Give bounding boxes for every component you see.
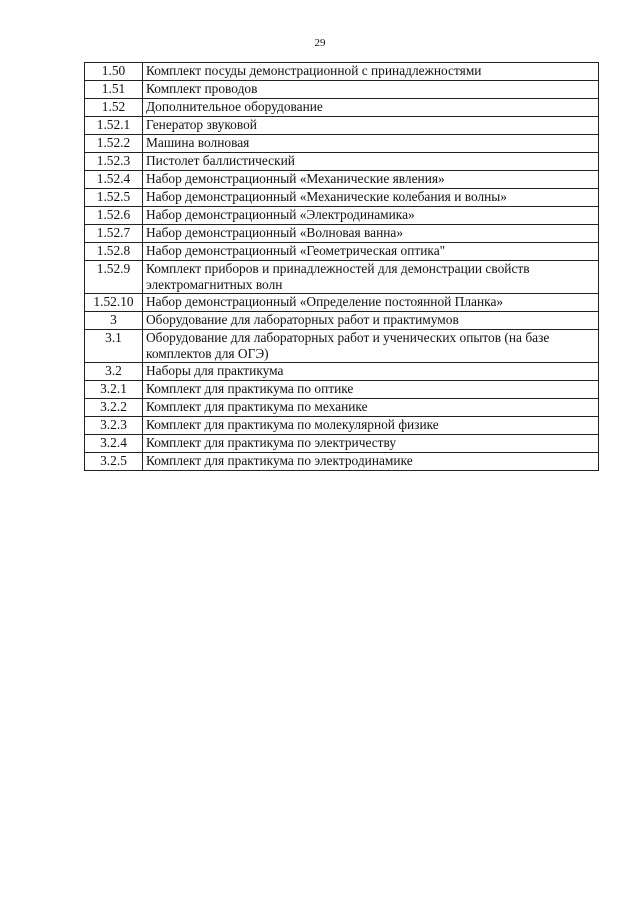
row-number: 3.2.4	[85, 435, 143, 453]
row-name: Дополнительное оборудование	[143, 99, 599, 117]
table-row	[85, 417, 599, 435]
table-row	[85, 63, 599, 81]
table-row	[85, 435, 599, 453]
row-name: Комплект для практикума по электродинамике	[143, 453, 599, 471]
row-number: 1.52.10	[85, 294, 143, 312]
row-name: Набор демонстрационный «Определение постоянной Планка»	[143, 294, 599, 312]
table-row	[85, 399, 599, 417]
row-number: 1.52.2	[85, 135, 143, 153]
table-row	[85, 330, 599, 363]
row-name: Наборы для практикума	[143, 363, 599, 381]
row-name: Набор демонстрационный «Механические явления»	[143, 171, 599, 189]
row-number: 3.1	[85, 330, 143, 363]
row-number: 1.50	[85, 63, 143, 81]
row-number: 1.52.3	[85, 153, 143, 171]
row-name: Набор демонстрационный «Электродинамика»	[143, 207, 599, 225]
row-number: 3	[85, 312, 143, 330]
row-name: Комплект для практикума по оптике	[143, 381, 599, 399]
table-row	[85, 81, 599, 99]
table-row	[85, 225, 599, 243]
table-row	[85, 189, 599, 207]
row-name: Набор демонстрационный «Геометрическая оптика"	[143, 243, 599, 261]
row-number: 3.2	[85, 363, 143, 381]
row-name: Машина волновая	[143, 135, 599, 153]
table-row	[85, 153, 599, 171]
row-number: 1.52.7	[85, 225, 143, 243]
table-row	[85, 207, 599, 225]
row-number: 1.51	[85, 81, 143, 99]
row-number: 3.2.5	[85, 453, 143, 471]
row-number: 1.52.9	[85, 261, 143, 294]
row-name: Комплект посуды демонстрационной с принадлежностями	[143, 63, 599, 81]
row-number: 1.52.1	[85, 117, 143, 135]
table-row	[85, 135, 599, 153]
table-row	[85, 294, 599, 312]
equipment-table	[84, 62, 599, 471]
row-name: Пистолет баллистический	[143, 153, 599, 171]
table-row	[85, 117, 599, 135]
equipment-table-body	[85, 63, 599, 471]
row-name: Комплект приборов и принадлежностей для демонстрации свойств электромагнитных волн	[143, 261, 599, 294]
row-number: 1.52.6	[85, 207, 143, 225]
row-number: 3.2.2	[85, 399, 143, 417]
row-number: 1.52.4	[85, 171, 143, 189]
page-number: 29	[314, 37, 326, 49]
row-name: Набор демонстрационный «Механические колебания и волны»	[143, 189, 599, 207]
row-name: Оборудование для лабораторных работ и практимумов	[143, 312, 599, 330]
row-number: 1.52.8	[85, 243, 143, 261]
table-row	[85, 381, 599, 399]
row-name: Комплект для практикума по молекулярной физике	[143, 417, 599, 435]
table-row	[85, 261, 599, 294]
table-row	[85, 363, 599, 381]
row-number: 3.2.3	[85, 417, 143, 435]
row-name: Комплект для практикума по электричеству	[143, 435, 599, 453]
row-name: Набор демонстрационный «Волновая ванна»	[143, 225, 599, 243]
row-number: 1.52.5	[85, 189, 143, 207]
table-row	[85, 453, 599, 471]
table-row	[85, 312, 599, 330]
table-row	[85, 171, 599, 189]
row-number: 3.2.1	[85, 381, 143, 399]
row-name: Комплект для практикума по механике	[143, 399, 599, 417]
row-name: Оборудование для лабораторных работ и ученических опытов (на базе комплектов для ОГЭ)	[143, 330, 599, 363]
row-number: 1.52	[85, 99, 143, 117]
row-name: Комплект проводов	[143, 81, 599, 99]
table-row	[85, 243, 599, 261]
row-name: Генератор звуковой	[143, 117, 599, 135]
table-row	[85, 99, 599, 117]
